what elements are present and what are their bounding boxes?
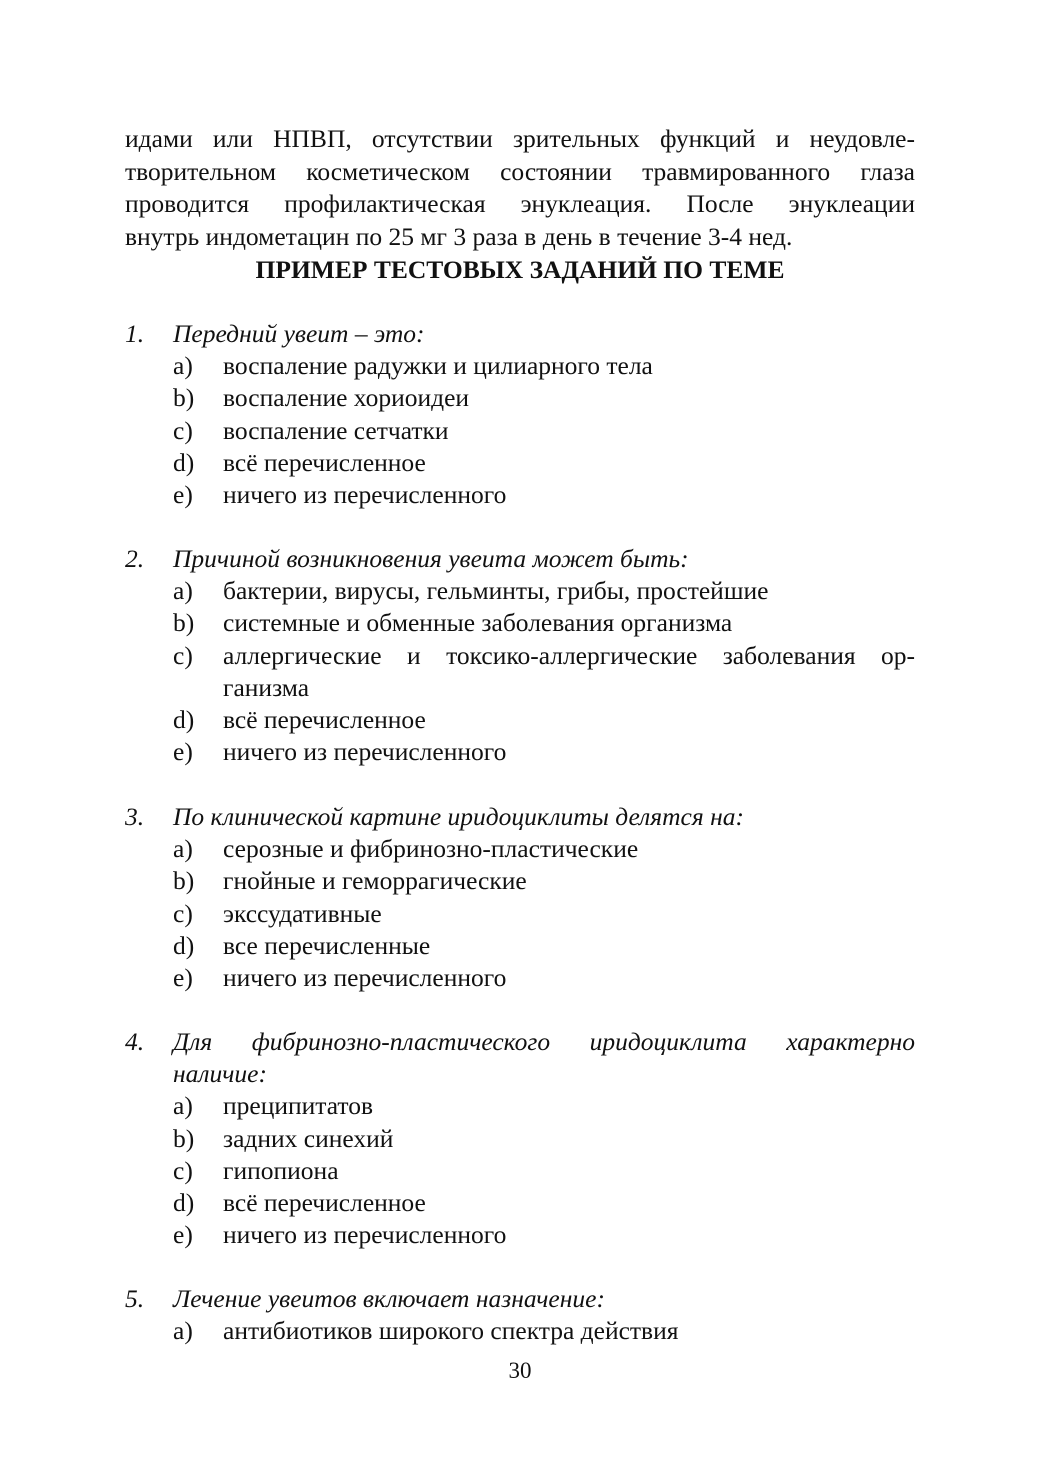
answer-option — [125, 1155, 915, 1187]
option-letter: a) — [173, 1091, 193, 1121]
option-letter: a) — [173, 1316, 193, 1346]
question-number: 2. — [125, 544, 145, 573]
option-letter: d) — [173, 704, 195, 734]
option-text: все перечисленные — [223, 930, 431, 960]
answer-option-continuation — [125, 672, 915, 704]
intro-line: творительном косметическом состоянии травмированного глаза — [125, 156, 915, 186]
question-2 — [125, 543, 915, 768]
question-3 — [125, 801, 915, 994]
question-text: Причиной возникновения увеита может быть: — [173, 544, 689, 573]
option-letter: d) — [173, 447, 195, 477]
option-text: ничего из перечисленного — [223, 737, 507, 767]
intro-line: идами или НПВП, отсутствии зрительных функций и неудовле- — [125, 124, 915, 153]
option-letter: c) — [173, 640, 193, 670]
option-letter: e) — [173, 962, 193, 992]
answer-option — [125, 736, 915, 768]
answer-option — [125, 640, 915, 672]
option-letter: a) — [173, 351, 193, 381]
option-text: антибиотиков широкого спектра действия — [223, 1316, 679, 1346]
option-text: ничего из перечисленного — [223, 962, 507, 992]
option-text: воспаление радужки и цилиарного тела — [223, 351, 653, 381]
option-text: всё перечисленное — [223, 447, 426, 477]
answer-option — [125, 415, 915, 447]
option-text: воспаление сетчатки — [223, 415, 449, 445]
option-text: воспаление хориоидеи — [223, 383, 470, 413]
question-5 — [125, 1283, 915, 1347]
answer-option — [125, 1187, 915, 1219]
option-text: гнойные и геморрагические — [223, 866, 527, 896]
option-letter: c) — [173, 1155, 193, 1185]
option-text: всё перечисленное — [223, 704, 426, 734]
option-text: бактерии, вирусы, гельминты, грибы, простейшие — [223, 576, 769, 606]
answer-option — [125, 898, 915, 930]
option-text: гипопиона — [223, 1155, 339, 1185]
question-number: 5. — [125, 1284, 145, 1313]
page-number: 30 — [508, 1358, 532, 1383]
option-text: системные и обменные заболевания организма — [223, 608, 733, 638]
question-text-continuation: наличие: — [173, 1059, 267, 1089]
answer-option — [125, 479, 915, 511]
option-text: задних синехий — [223, 1123, 394, 1153]
question-text: Лечение увеитов включает назначение: — [173, 1284, 605, 1313]
option-letter: e) — [173, 737, 193, 767]
answer-option — [125, 607, 915, 639]
option-text: аллергические и токсико-аллергические заболевания ор- — [223, 640, 915, 670]
option-letter: e) — [173, 479, 193, 509]
option-letter: b) — [173, 866, 195, 896]
option-letter: a) — [173, 576, 193, 606]
question-text: По клинической картине иридоциклиты делятся на: — [173, 802, 744, 831]
answer-option — [125, 447, 915, 479]
intro-paragraph — [125, 123, 915, 253]
option-letter: c) — [173, 898, 193, 928]
answer-option — [125, 704, 915, 736]
option-letter: a) — [173, 834, 193, 864]
question-1 — [125, 318, 915, 511]
option-letter: b) — [173, 383, 195, 413]
option-text: экссудативные — [223, 898, 382, 928]
answer-option — [125, 1123, 915, 1155]
option-letter: b) — [173, 608, 195, 638]
option-letter: e) — [173, 1220, 193, 1250]
answer-option — [125, 1090, 915, 1122]
answer-option — [125, 1219, 915, 1251]
question-text: Для фибринозно-пластического иридоциклита характерно — [173, 1027, 915, 1056]
answer-option — [125, 350, 915, 382]
intro-line: внутрь индометацин по 25 мг 3 раза в день в течение 3-4 нед. — [125, 221, 793, 251]
option-letter: d) — [173, 1187, 195, 1217]
answer-option — [125, 962, 915, 994]
option-text: преципитатов — [223, 1091, 374, 1121]
question-4 — [125, 1026, 915, 1251]
answer-option — [125, 833, 915, 865]
intro-line: проводится профилактическая энуклеация. После энуклеации — [125, 189, 915, 218]
option-text: ничего из перечисленного — [223, 1220, 507, 1250]
option-text: ганизма — [223, 672, 310, 702]
option-text: серозные и фибринозно-пластические — [223, 834, 639, 864]
answer-option — [125, 575, 915, 607]
answer-option — [125, 865, 915, 897]
section-heading: ПРИМЕР ТЕСТОВЫХ ЗАДАНИЙ ПО ТЕМЕ — [255, 255, 785, 284]
answer-option — [125, 1315, 915, 1347]
option-letter: d) — [173, 930, 195, 960]
option-text: ничего из перечисленного — [223, 479, 507, 509]
answer-option — [125, 930, 915, 962]
option-letter: b) — [173, 1123, 195, 1153]
question-text: Передний увеит – это: — [173, 319, 425, 348]
option-letter: c) — [173, 415, 193, 445]
question-number: 4. — [125, 1027, 145, 1056]
answer-option — [125, 382, 915, 414]
question-number: 1. — [125, 319, 145, 348]
option-text: всё перечисленное — [223, 1187, 426, 1217]
question-number: 3. — [125, 802, 145, 831]
